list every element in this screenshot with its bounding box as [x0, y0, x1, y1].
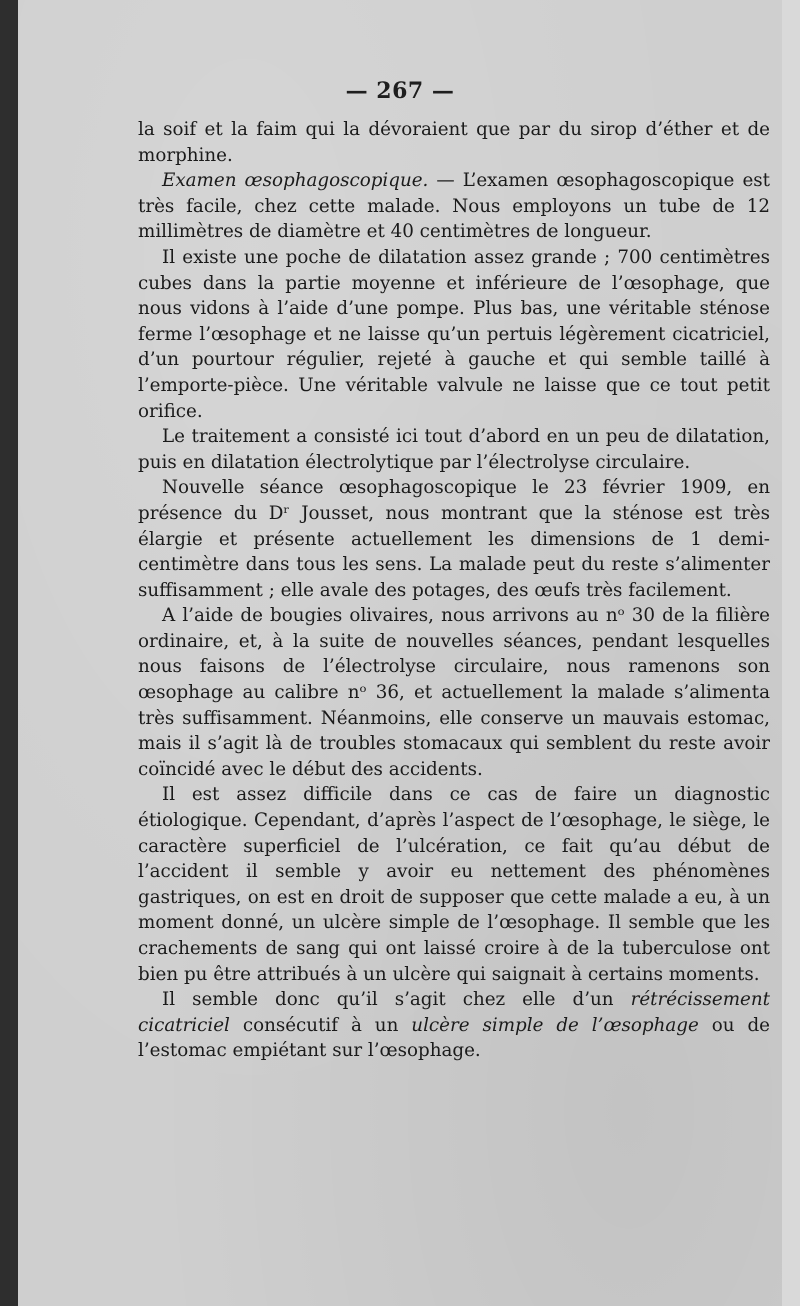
paragraph-text: consécutif à un — [229, 1014, 412, 1036]
paragraph-text: Il existe une poche de dilatation assez grande ; 700 centimètres cubes dans la partie moyenne et inférieure de l’œsophage, que nous vidons à l’aide d’une pompe. Plus bas, une véritable sténose ferme l’œsophage et ne laisse qu’un pertuis légèrement cicatriciel, d’un pourtour régulier, rejeté à gauche et qui semble taillé à l’emporte-pièce. Une véritable valvule ne laisse que ce tout petit orifice. — [138, 246, 770, 422]
italic-term: ulcère simple de l’œsophage — [411, 1014, 699, 1036]
paragraph-text: la soif et la faim qui la dévoraient que par du sirop d’éther et de morphine. — [138, 119, 770, 166]
paragraph — [138, 987, 770, 1064]
paragraph-text: Il semble donc qu’il s’agit chez elle d’un — [162, 989, 631, 1011]
paragraph — [138, 603, 770, 782]
paragraph — [138, 117, 770, 168]
paragraph-text: Le traitement a consisté ici tout d’abord en un peu de dilatation, puis en dilatation électrolytique par l’électrolyse circulaire. — [138, 426, 770, 473]
body-text — [138, 117, 770, 1064]
paragraph — [138, 245, 770, 424]
paragraph — [138, 475, 770, 603]
page-number: — 267 — — [345, 78, 455, 104]
paragraph-text: Il est assez difficile dans ce cas de faire un diagnostic étiologique. Cependant, d’après l’aspect de l’œsophage, le siège, le caractère superficiel de l’ulcération, ce fait qu’au début de l’accident il semble y avoir eu nettement des phénomènes gastriques, on est en droit de supposer que cette malade a eu, à un moment donné, un ulcère simple de l’œsophage. Il semble que les crachements de sang qui ont laissé croire à de la tuberculose ont bien pu être attribués à un ulcère qui saignait à certains moments. — [138, 784, 770, 985]
paragraph-text: Nouvelle séance œsophagoscopique le 23 février 1909, en présence du Dʳ Jousset, nous montrant que la sténose est très élargie et présente actuellement les dimensions de 1 demi-centimètre dans tous les sens. La malade peut du reste s’alimenter suffisamment ; elle avale des potages, des œufs très facilement. — [138, 477, 770, 601]
paragraph-text: — L’examen œsophagoscopique est très facile, chez cette malade. Nous employons un tube de 12 millimètres de diamètre et 40 centimètres de longueur. — [138, 170, 770, 243]
section-heading-italic: Examen œsophagoscopique. — [162, 170, 429, 192]
paragraph — [138, 782, 770, 987]
paragraph-text: A l’aide de bougies olivaires, nous arrivons au nᵒ 30 de la filière ordinaire, et, à la suite de nouvelles séances, pendant lesquelles nous faisons de l’électrolyse circulaire, nous ramenons son œsophage au calibre nᵒ 36, et actuellement la malade s’alimenta très suffisamment. Néanmoins, elle conserve un mauvais estomac, mais il s’agit là de troubles stomacaux qui semblent du reste avoir coïncidé avec le début des accidents. — [138, 605, 770, 780]
book-page — [18, 0, 782, 1306]
paragraph — [138, 168, 770, 245]
page-edge — [782, 0, 800, 1306]
paragraph — [138, 424, 770, 475]
paragraph-text: ou de l’estomac empiétant sur l’œsophage. — [138, 1014, 770, 1062]
italic-term: rétrécissement cicatriciel — [138, 989, 770, 1036]
